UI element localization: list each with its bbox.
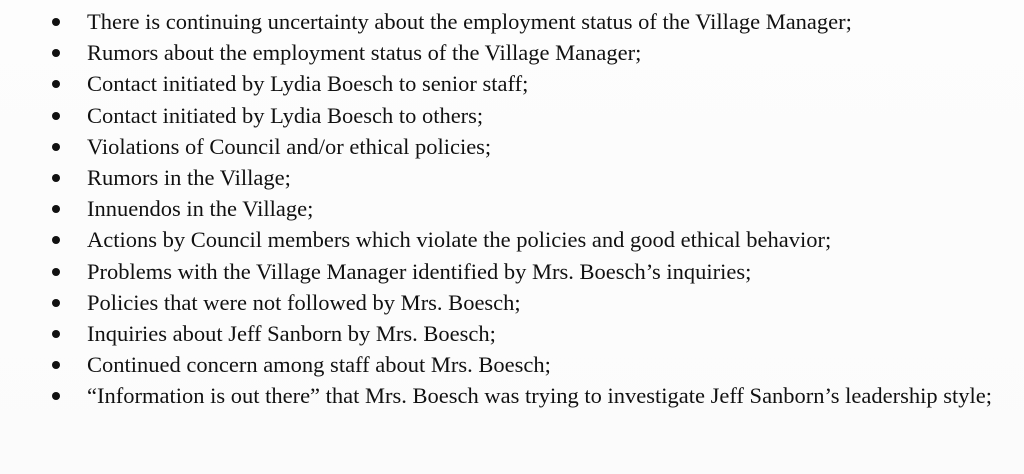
bullet-dot-icon [52, 18, 60, 26]
bullet-dot-icon [52, 361, 60, 369]
bullet-dot-icon [52, 143, 60, 151]
bullet-dot-icon [52, 80, 60, 88]
bullet-dot-icon [52, 49, 60, 57]
list-item [0, 68, 1000, 99]
list-item [0, 287, 1000, 318]
list-item-text: Innuendos in the Village; [87, 196, 314, 222]
bullet-dot-icon [52, 299, 60, 307]
list-item [0, 318, 1000, 349]
list-item [0, 380, 1000, 411]
list-item-text: Continued concern among staff about Mrs. Boesch; [87, 352, 551, 378]
list-item [0, 37, 1000, 68]
list-item-text: Rumors in the Village; [87, 165, 291, 191]
list-item [0, 193, 1000, 224]
list-item [0, 256, 1000, 287]
list-item [0, 131, 1000, 162]
list-item-text: Actions by Council members which violate the policies and good ethical behavior; [87, 227, 832, 253]
list-item-text: Contact initiated by Lydia Boesch to others; [87, 102, 484, 128]
bullet-dot-icon [52, 392, 60, 400]
list-item-text: Violations of Council and/or ethical policies; [87, 133, 492, 159]
bullet-dot-icon [52, 205, 60, 213]
list-item-text: Rumors about the employment status of the Village Manager; [87, 40, 642, 66]
list-item-text: Problems with the Village Manager identified by Mrs. Boesch’s inquiries; [87, 258, 752, 284]
bullet-dot-icon [52, 268, 60, 276]
list-item-text: Inquiries about Jeff Sanborn by Mrs. Boesch; [87, 321, 496, 347]
bullet-dot-icon [52, 174, 60, 182]
list-item-text: Contact initiated by Lydia Boesch to senior staff; [87, 71, 529, 97]
list-item [0, 162, 1000, 193]
list-item [0, 224, 1000, 255]
bullet-dot-icon [52, 330, 60, 338]
list-item-text: “Information is out there” that Mrs. Boesch was trying to investigate Jeff Sanborn’s leadership style; [87, 383, 993, 409]
list-item [0, 349, 1000, 380]
list-item-text: There is continuing uncertainty about the employment status of the Village Manager; [87, 9, 852, 34]
bullet-dot-icon [52, 112, 60, 120]
bullet-list [0, 6, 1000, 412]
list-item-text: Policies that were not followed by Mrs. Boesch; [87, 289, 521, 315]
bullet-dot-icon [52, 236, 60, 244]
list-item [0, 100, 1000, 131]
list-item [0, 6, 1000, 37]
